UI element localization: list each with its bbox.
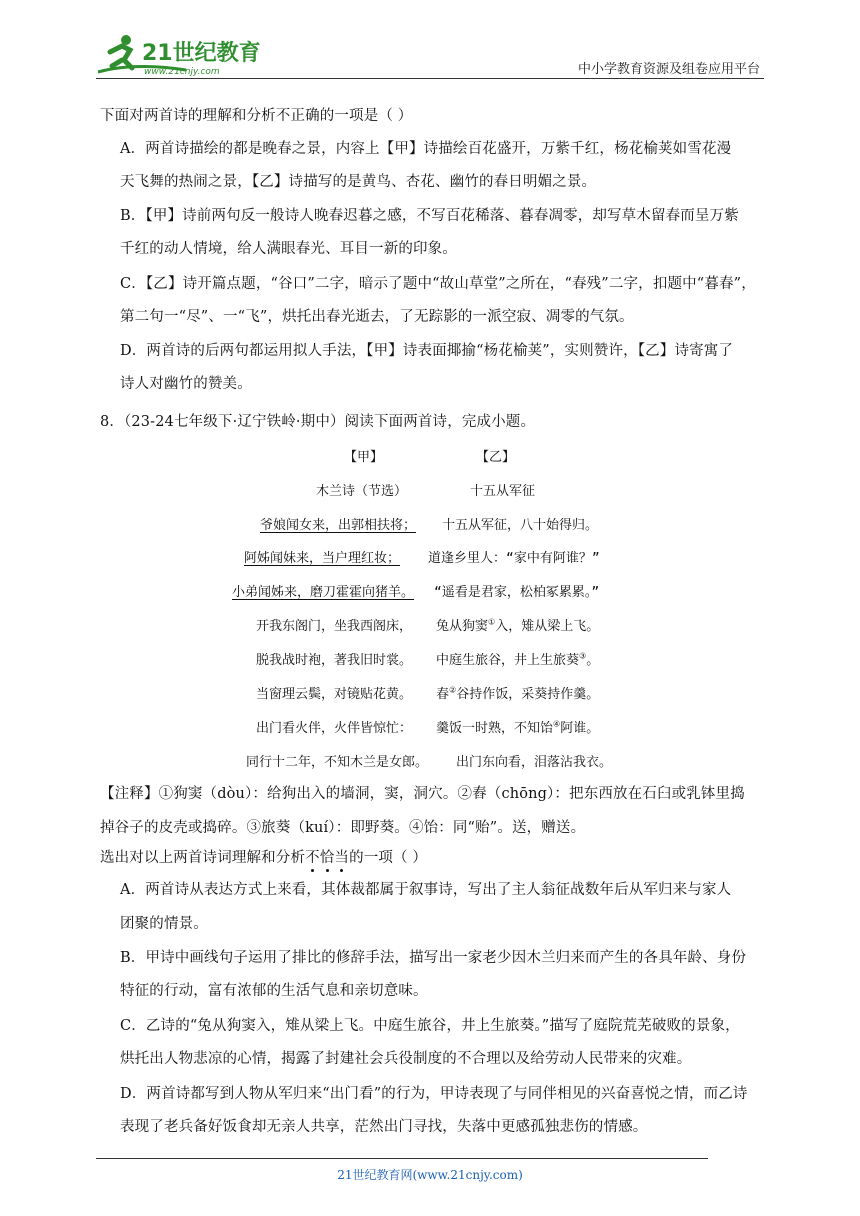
poem-yi-line-8: 出门东向看，泪落沾我衣。: [456, 755, 613, 770]
footer-divider: [96, 1158, 708, 1159]
poem-jia-line-4: 开我东阁门，坐我西阁床，: [255, 619, 412, 634]
site-logo: [96, 32, 296, 78]
emphasis-text: [305, 850, 349, 866]
emphasis-char: 恰: [320, 850, 335, 866]
emphasis-char: 不: [305, 850, 320, 866]
poem-jia-line-6: 当窗理云鬓，对镜贴花黄。: [255, 687, 412, 702]
q7-option-b-line1: B．【甲】诗前两句反一般诗人晚春迟暮之感，不写百花稀落、暮春凋零，却写草木留春而呈万紫: [120, 208, 739, 224]
poem-jia-line-7: 出门看火伴，火伴皆惊忙：: [255, 721, 412, 736]
q7-option-d-line1: D．两首诗的后两句都运用拟人手法，【甲】诗表面揶揄“杨花榆荚”，实则赞许，【乙】诗寄寓了: [120, 343, 734, 359]
svg-text:21世纪教育: 21世纪教育: [142, 41, 261, 66]
q7-option-a-line1: A．两首诗描绘的都是晚春之景，内容上【甲】诗描绘百花盛开，万紫千红，杨花榆荚如雪花漫: [120, 141, 732, 157]
poem-jia-label: 【甲】: [344, 450, 384, 465]
poem-yi-line-1: 十五从军征，八十始得归。: [442, 518, 599, 533]
poem-yi-label: 【乙】: [476, 450, 516, 465]
svg-text:www.21cnjy.com: www.21cnjy.com: [144, 67, 220, 77]
poem-yi-line-6: 春②谷持作饭，采葵持作羹。: [436, 685, 600, 702]
q8-stem: 8．（23-24七年级下·辽宁铁岭·期中）阅读下面两首诗，完成小题。: [100, 414, 536, 430]
poem-yi-line-3: “遥看是君家，松柏冢累累。”: [434, 585, 600, 600]
q8-option-b-line2: 特征的行动，富有浓郁的生活气息和亲切意味。: [120, 983, 428, 999]
poem-jia-title: 木兰诗（节选）: [316, 484, 408, 499]
q8-option-d-line1: D．两首诗都写到人物从军归来“出门看”的行为，甲诗表现了与同伴相见的兴奋喜悦之情，而乙诗: [120, 1086, 748, 1102]
footer-text: 21世纪教育网(www.21cnjy.com): [337, 1168, 523, 1182]
poem-jia-line-1: 爷娘闻女来，出郭相扶将；: [259, 518, 416, 533]
poem-yi-line-7: 羹饭一时熟，不知饴④阿谁。: [436, 719, 600, 736]
poem-jia-line-5: 脱我战时袍，著我旧时裳。: [255, 653, 412, 668]
q8-option-a-line1: A．两首诗从表达方式上来看，其体裁都属于叙事诗，写出了主人翁征战数年后从军归来与家人: [120, 882, 732, 898]
poem-yi-line-2: 道逢乡里人：“家中有阿谁？”: [428, 551, 600, 566]
q7-option-c-line2: 第二句一“尽”、一“飞”，烘托出春光逝去，了无踪影的一派空寂、凋零的气氛。: [120, 309, 634, 325]
poem-jia-line-3: 小弟闻姊来，磨刀霍霍向猪羊。: [231, 585, 414, 600]
q8-note-line2: 掉谷子的皮壳或捣碎。③旅葵（kuí）：即野葵。④饴：同“贻”。送，赠送。: [100, 820, 586, 836]
q7-option-a-line2: 天飞舞的热闹之景，【乙】诗描写的是黄鸟、杏花、幽竹的春日明媚之景。: [120, 174, 597, 190]
q8-option-b-line1: B．甲诗中画线句子运用了排比的修辞手法，描写出一家老少因木兰归来而产生的各具年龄、身份: [120, 950, 747, 966]
q7-option-d-line2: 诗人对幽竹的赞美。: [120, 376, 252, 392]
q7-stem: 下面对两首诗的理解和分析不正确的一项是（ ）: [100, 108, 413, 124]
q8-option-c-line2: 烘托出人物悲凉的心情，揭露了封建社会兵役制度的不合理以及给劳动人民带来的灾难。: [120, 1051, 692, 1067]
poem-yi-line-4: 兔从狗窦①入，雉从梁上飞。: [436, 617, 600, 634]
poem-jia-line-2: 阿姊闻妹来，当户理红妆；: [243, 551, 400, 566]
q8-ask: 选出对以上两首诗词理解和分析不 恰 当 的一项（ ）: [100, 848, 764, 868]
poem-jia-line-8: 同行十二年，不知木兰是女郎。: [245, 755, 428, 770]
q8-option-d-line2: 表现了老兵备好饭食却无亲人共享，茫然出门寻找，失落中更感孤独悲伤的情感。: [120, 1119, 648, 1135]
platform-name: 中小学教育资源及组卷应用平台: [577, 62, 760, 77]
header-divider: [96, 78, 764, 79]
poem-yi-line-5: 中庭生旅谷，井上生旅葵③。: [436, 651, 600, 668]
q7-option-c-line1: C．【乙】诗开篇点题，“谷口”二字，暗示了题中“故山草堂”之所在，“春残”二字，扣题中“暮春”，: [120, 276, 756, 292]
q8-option-a-line2: 团聚的情景。: [120, 916, 208, 932]
emphasis-char: 当: [334, 850, 349, 866]
q8-option-c-line1: C．乙诗的“兔从狗窦入，雉从梁上飞。中庭生旅谷，井上生旅葵。”描写了庭院荒芜破败的景象，: [120, 1018, 740, 1034]
q7-option-b-line2: 千红的动人情境，给人满眼春光、耳目一新的印象。: [120, 241, 457, 257]
page-header: [96, 32, 764, 80]
poem-yi-title: 十五从军征: [470, 484, 536, 499]
q8-note-line1: 【注释】①狗窦（dòu）：给狗出入的墙洞，窦，洞穴。②舂（chōng）：把东西放在石臼或乳钵里捣: [100, 786, 745, 802]
